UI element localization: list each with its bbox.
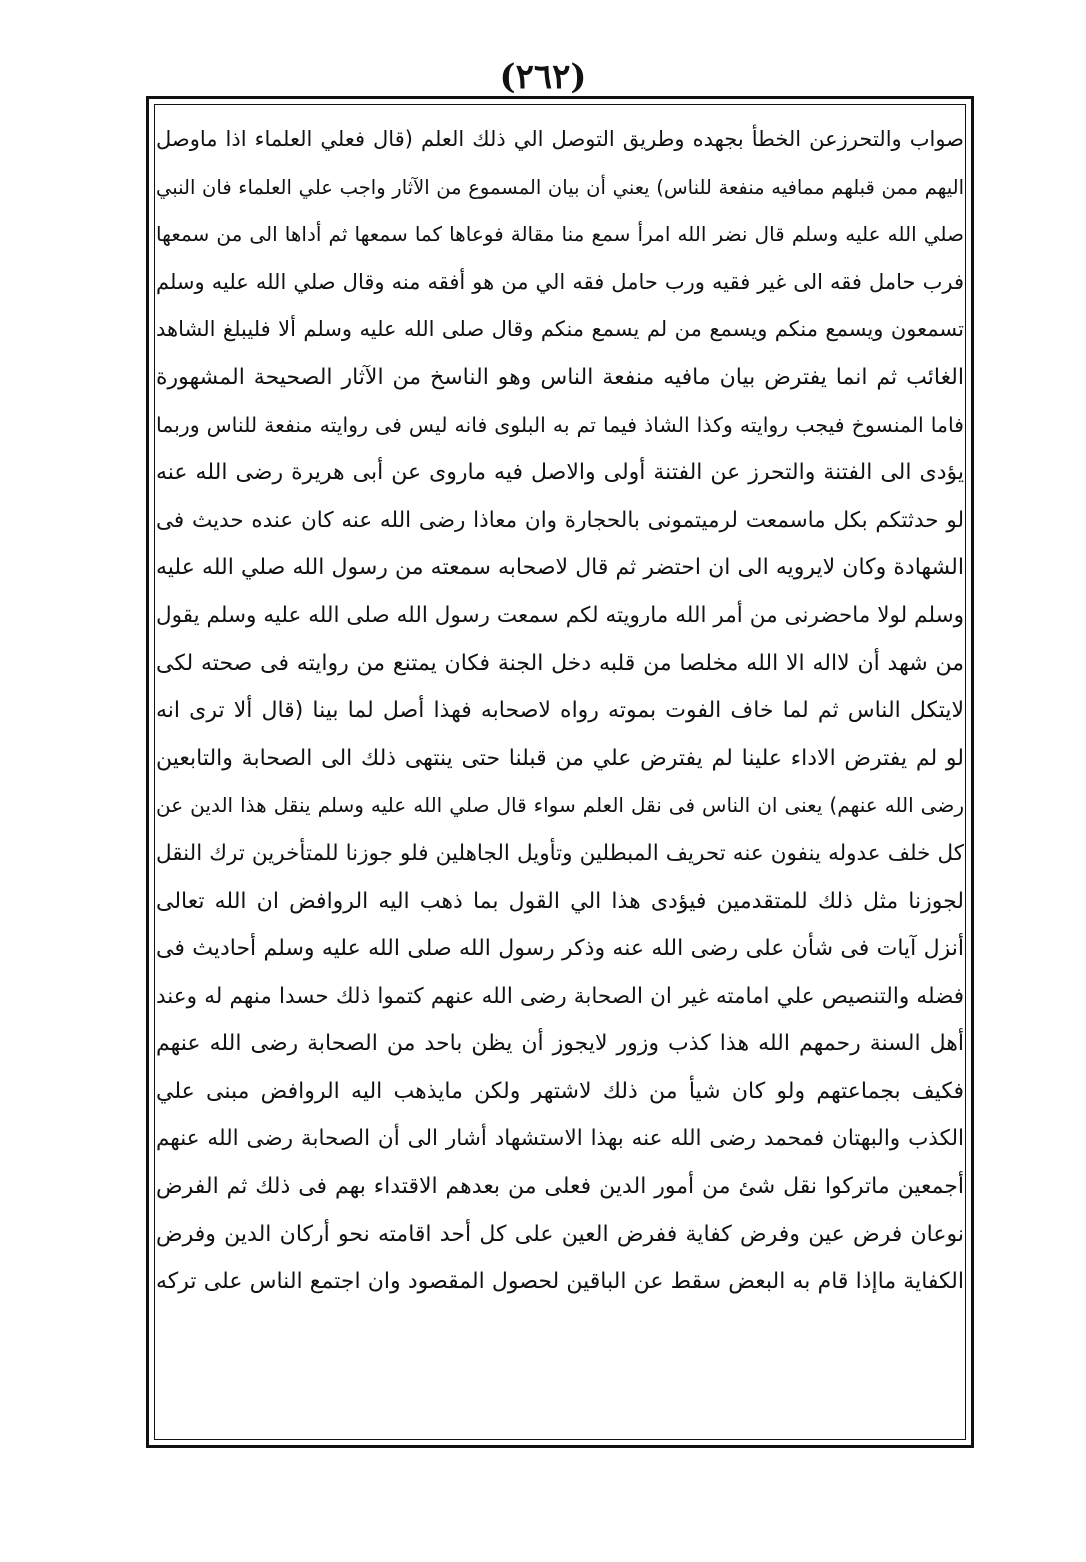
text-line: وسلم لولا ماحضرنى من أمر الله مارويته لكم سمعت رسول الله صلى الله عليه وسلم يقول — [156, 602, 964, 628]
text-line: الغائب ثم انما يفترض بيان مافيه منفعة الناس وهو الناسخ من الآثار الصحيحة المشهورة — [156, 364, 964, 390]
body-text — [156, 116, 964, 1306]
text-line: فضله والتنصيص علي امامته غير ان الصحابة رضى الله عنهم كتموا ذلك حسدا منهم له وعند — [156, 983, 964, 1009]
text-line: لجوزنا مثل ذلك للمتقدمين فيؤدى هذا الي القول بما ذهب اليه الروافض ان الله تعالى — [156, 888, 964, 914]
text-line: تسمعون ويسمع منكم ويسمع من لم يسمع منكم وقال صلى الله عليه وسلم ألا فليبلغ الشاهد — [156, 317, 964, 342]
text-line: يؤدى الى الفتنة والتحرز عن الفتنة أولى والاصل فيه ماروى عن أبى هريرة رضى الله عنه — [156, 460, 964, 486]
text-line: لو لم يفترض الاداء علينا لم يفترض علي من قبلنا حتى ينتهى ذلك الى الصحابة والتابعين — [156, 745, 964, 771]
text-line: فكيف بجماعتهم ولو كان شيأ من ذلك لاشتهر ولكن مايذهب اليه الروافض مبنى علي — [156, 1078, 964, 1104]
text-line: رضى الله عنهم) يعنى ان الناس فى نقل العلم سواء قال صلي الله عليه وسلم ينقل هذا الدين عن — [156, 793, 964, 818]
text-line: صلي الله عليه وسلم قال نضر الله امرأ سمع منا مقالة فوعاها كما سمعها ثم أداها الى من سمعها — [156, 222, 964, 247]
text-line: كل خلف عدوله ينفون عنه تحريف المبطلين وتأويل الجاهلين فلو جوزنا للمتأخرين ترك النقل — [156, 840, 964, 866]
text-line: الكذب والبهتان فمحمد رضى الله عنه بهذا الاستشهاد أشار الى أن الصحابة رضى الله عنهم — [156, 1126, 964, 1152]
text-line: فرب حامل فقه الى غير فقيه ورب حامل فقه الي من هو أفقه منه وقال صلي الله عليه وسلم — [156, 269, 964, 294]
text-line: لايتكل الناس ثم لما خاف الفوت بموته رواه لاصحابه فهذا أصل لما بينا (قال ألا ترى انه — [156, 698, 964, 724]
text-line: أهل السنة رحمهم الله هذا كذب وزور لايجوز أن يظن باحد من الصحابة رضى الله عنهم — [156, 1031, 964, 1057]
text-line: فاما المنسوخ فيجب روايته وكذا الشاذ فيما تم به البلوى فانه ليس فى روايته منفعة للناس وربما — [156, 412, 964, 437]
page-number: (٢٦٢) — [499, 57, 587, 97]
text-line: صواب والتحرزعن الخطأ بجهده وطريق التوصل الي ذلك العلم (قال فعلي العلماء اذا ماوصل — [156, 127, 964, 151]
text-line: الكفاية ماإذا قام به البعض سقط عن الباقين لحصول المقصود وان اجتمع الناس على تركه — [156, 1269, 964, 1295]
text-line: الشهادة وكان لايرويه الى ان احتضر ثم قال لاصحابه سمعته من رسول الله صلي الله عليه — [156, 555, 964, 581]
text-line: من شهد أن لااله الا الله مخلصا من قلبه دخل الجنة فكان يمتنع من روايته فى صحته لكى — [156, 650, 964, 676]
text-line: اليهم ممن قبلهم ممافيه منفعة للناس) يعني أن بيان المسموع من الآثار واجب علي العلماء فان النبي — [156, 175, 964, 199]
text-line: أنزل آيات فى شأن على رضى الله عنه وذكر رسول الله صلى الله عليه وسلم أحاديث فى — [156, 936, 964, 962]
text-line: نوعان فرض عين وفرض كفاية ففرض العين على كل أحد اقامته نحو أركان الدين وفرض — [156, 1221, 964, 1247]
text-line: لو حدثتكم بكل ماسمعت لرميتمونى بالحجارة وان معاذا رضى الله عنه كان عنده حديث فى — [156, 507, 964, 533]
text-line: أجمعين ماتركوا نقل شئ من أمور الدين فعلى من بعدهم الاقتداء بهم فى ذلك ثم الفرض — [156, 1174, 964, 1200]
